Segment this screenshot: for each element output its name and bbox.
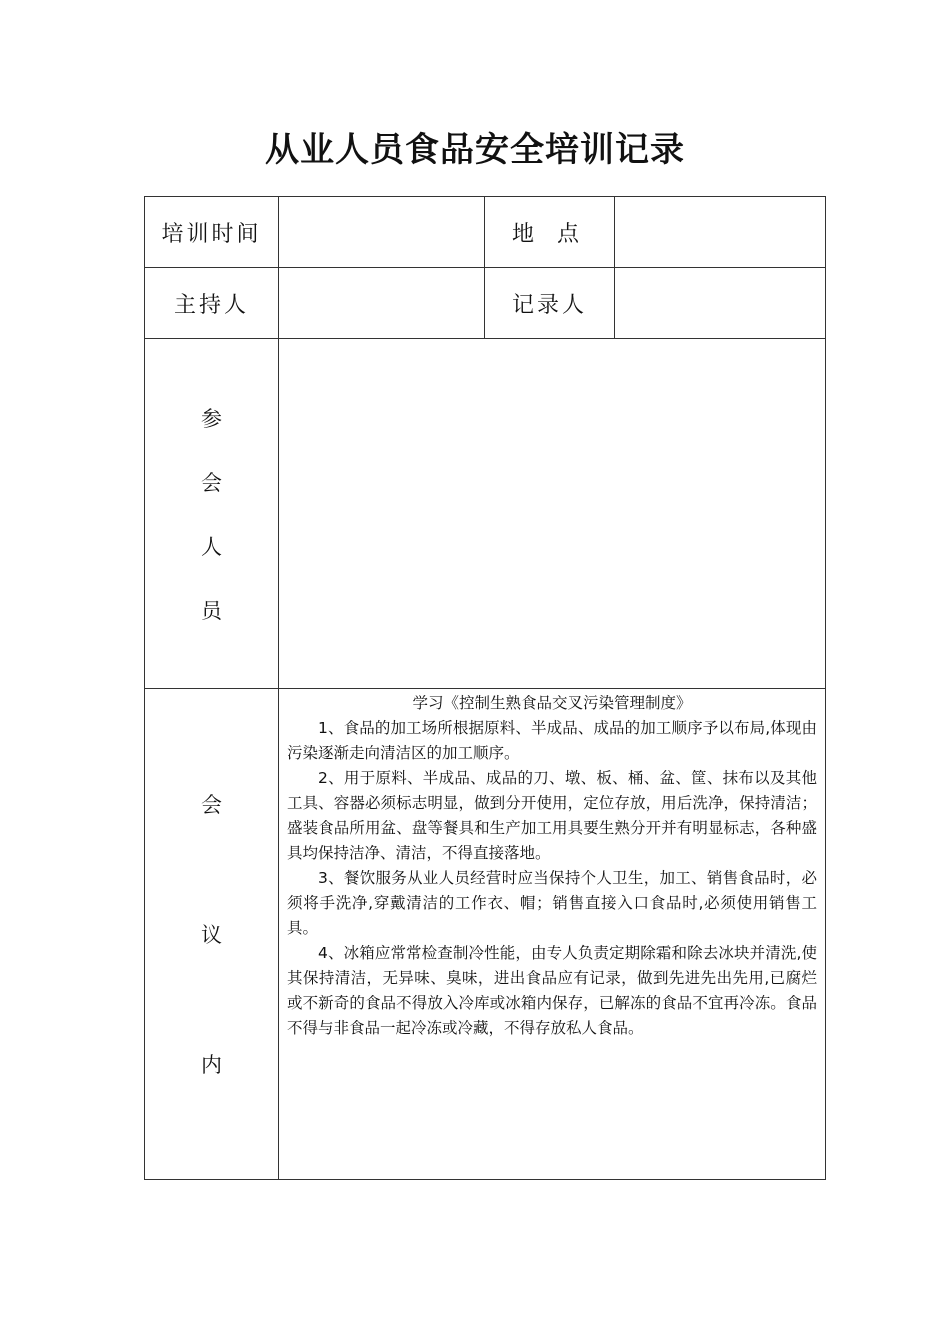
host-field[interactable] — [279, 268, 485, 339]
content-label-char: 会 — [201, 793, 222, 817]
meeting-content — [279, 689, 826, 1180]
attendees-label-cell — [145, 339, 279, 689]
page-title: 从业人员食品安全培训记录 — [265, 130, 685, 170]
recorder-label: 记录人 — [485, 268, 615, 339]
content-label-char: 议 — [201, 923, 222, 947]
content-label-char: 内 — [201, 1053, 222, 1077]
content-paragraph: 2、用于原料、半成品、成品的刀、墩、板、桶、盆、筐、抹布以及其他工具、容器必须标志明显，做到分开使用，定位存放，用后洗净，保持清洁；盛装食品所用盆、盘等餐具和生产加工用具要生熟分开并有明显标志，各种盛具均保持洁净、清洁，不得直接落地。 — [287, 769, 817, 862]
host-label: 主持人 — [145, 268, 279, 339]
row-time-location — [145, 197, 826, 268]
row-attendees — [145, 339, 826, 689]
content-paragraph: 1、食品的加工场所根据原料、半成品、成品的加工顺序予以布局,体现由污染逐渐走向清洁区的加工顺序。 — [287, 719, 817, 762]
content-label — [145, 789, 278, 1079]
location-field[interactable] — [615, 197, 826, 268]
attendees-label-char: 参 — [201, 406, 222, 431]
content-heading: 学习《控制生熟食品交叉污染管理制度》 — [412, 694, 692, 712]
attendees-label-char: 人 — [201, 534, 222, 559]
attendees-field[interactable] — [279, 339, 826, 689]
location-label — [485, 197, 615, 268]
row-host-recorder — [145, 268, 826, 339]
content-paragraph: 3、餐饮服务从业人员经营时应当保持个人卫生，加工、销售食品时，必须将手洗净,穿戴清洁的工作衣、帽；销售直接入口食品时,必须使用销售工具。 — [287, 869, 817, 937]
training-time-label: 培训时间 — [145, 197, 279, 268]
location-label-text: 地 点 — [512, 221, 587, 247]
content-paragraph: 4、冰箱应常常检查制冷性能，由专人负责定期除霜和除去冰块并清洗,使其保持清洁，无异味、臭味，进出食品应有记录，做到先进先出先用,已腐烂或不新奇的食品不得放入冷库或冰箱内保存，已解冻的食品不宜再冷冻。食品不得与非食品一起冷冻或冷藏，不得存放私人食品。 — [287, 944, 817, 1037]
content-label-cell — [145, 689, 279, 1180]
row-meeting-content — [145, 689, 826, 1180]
attendees-label-char: 会 — [201, 470, 222, 495]
training-record-table — [144, 196, 826, 1180]
attendees-label — [145, 403, 278, 625]
attendees-label-char: 员 — [201, 598, 222, 623]
training-time-field[interactable] — [279, 197, 485, 268]
recorder-field[interactable] — [615, 268, 826, 339]
